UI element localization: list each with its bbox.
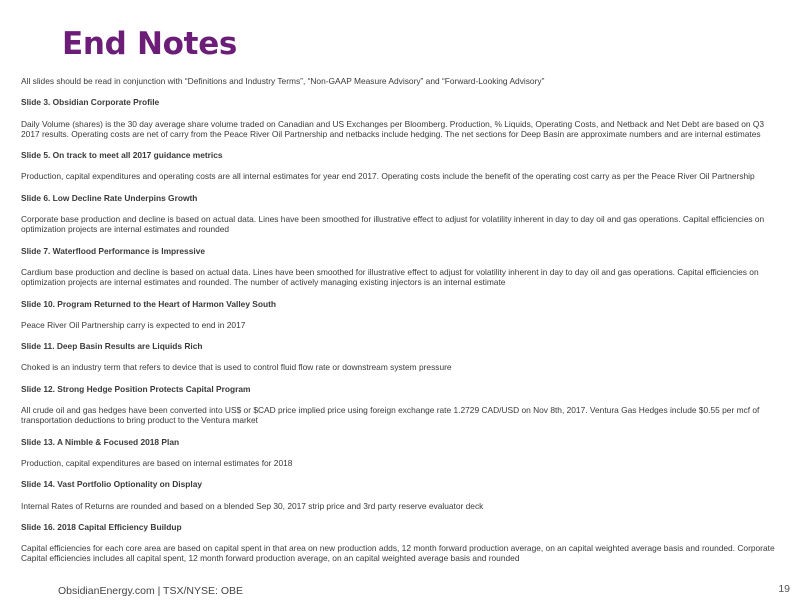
section-heading: Slide 11. Deep Basin Results are Liquids Rich: [21, 341, 203, 352]
section-body: Internal Rates of Returns are rounded and based on a blended Sep 30, 2017 strip price and 3rd party reserve evaluator deck: [21, 500, 484, 511]
note-section: [21, 299, 781, 331]
section-heading: Slide 12. Strong Hedge Position Protects Capital Program: [21, 383, 251, 394]
section-heading: Slide 14. Vast Portfolio Optionality on Display: [21, 479, 203, 490]
note-section: [21, 150, 781, 182]
section-body: Peace River Oil Partnership carry is expected to end in 2017: [21, 319, 246, 330]
page-number: 19: [778, 583, 790, 595]
end-notes-content: [21, 76, 781, 575]
section-body: Production, capital expenditures and operating costs are all internal estimates for year end 2017. Operating costs include the benefit of the operating cost carry as per the Peace River Oil Partnership: [21, 171, 755, 182]
note-section: [21, 246, 781, 288]
note-section: [21, 522, 781, 564]
section-body: Daily Volume (shares) is the 30 day average share volume traded on Canadian and US Exchanges per Bloomberg. Production, % Liquids, Operating Costs, and Netback and Net Debt are based on Q3 2017 results. Operating costs are net of carry from the Peace River Oil Partnership and netbacks include hedging. The net sections for Deep Basin are approximate numbers and are internal estimates: [21, 118, 765, 139]
section-body: Production, capital expenditures are based on internal estimates for 2018: [21, 457, 293, 468]
section-heading: Slide 13. A Nimble & Focused 2018 Plan: [21, 436, 180, 447]
section-body: Choked is an industry term that refers to device that is used to control fluid flow rate or downstream system pressure: [21, 362, 452, 373]
note-section: [21, 341, 781, 373]
section-heading: Slide 7. Waterflood Performance is Impressive: [21, 245, 206, 256]
note-section: [21, 479, 781, 511]
section-heading: Slide 16. 2018 Capital Efficiency Buildup: [21, 521, 182, 532]
section-body: Capital efficiencies for each core area are based on capital spent in that area on new production adds, 12 month forward production average, on an capital weighted average basis and rounded. Corporate Capital efficiencies includes all capital spent, 12 month forward production average, on an capital weighted average basis and rounded: [21, 543, 775, 564]
page-title: End Notes: [62, 26, 238, 62]
section-body: Cardium base production and decline is based on actual data. Lines have been smoothed for illustrative effect to adjust for volatility inherent in day to day oil and gas operations. Capital efficiencies on optimization projects are internal estimates and rounded. The number of actively managing existing injectors is an internal estimate: [21, 266, 759, 288]
footer-url: ObsidianEnergy.com | TSX/NYSE: OBE: [58, 585, 243, 597]
section-heading: Slide 5. On track to meet all 2017 guidance metrics: [21, 150, 223, 161]
section-heading: Slide 3. Obsidian Corporate Profile: [21, 97, 160, 108]
section-body: All crude oil and gas hedges have been converted into US$ or $CAD price implied price using foreign exchange rate 1.2729 CAD/USD on Nov 8th, 2017. Ventura Gas Hedges include $0.55 per mcf of transportation deductions to bring product to the Ventura market: [21, 405, 760, 426]
note-section: [21, 437, 781, 469]
intro-text: All slides should be read in conjunction with “Definitions and Industry Terms”, “Non-GAAP Measure Advisory” and “Forward-Looking Advisory”: [21, 76, 545, 86]
section-heading: Slide 6. Low Decline Rate Underpins Growth: [21, 192, 198, 203]
note-section: [21, 97, 781, 139]
section-body: Corporate base production and decline is based on actual data. Lines have been smoothed for illustrative effect to adjust for volatility inherent in day to day oil and gas operations. Capital efficiencies on optimization projects are internal estimates and rounded: [21, 214, 765, 235]
section-heading: Slide 10. Program Returned to the Heart of Harmon Valley South: [21, 298, 277, 309]
note-section: [21, 193, 781, 235]
note-section: [21, 384, 781, 426]
